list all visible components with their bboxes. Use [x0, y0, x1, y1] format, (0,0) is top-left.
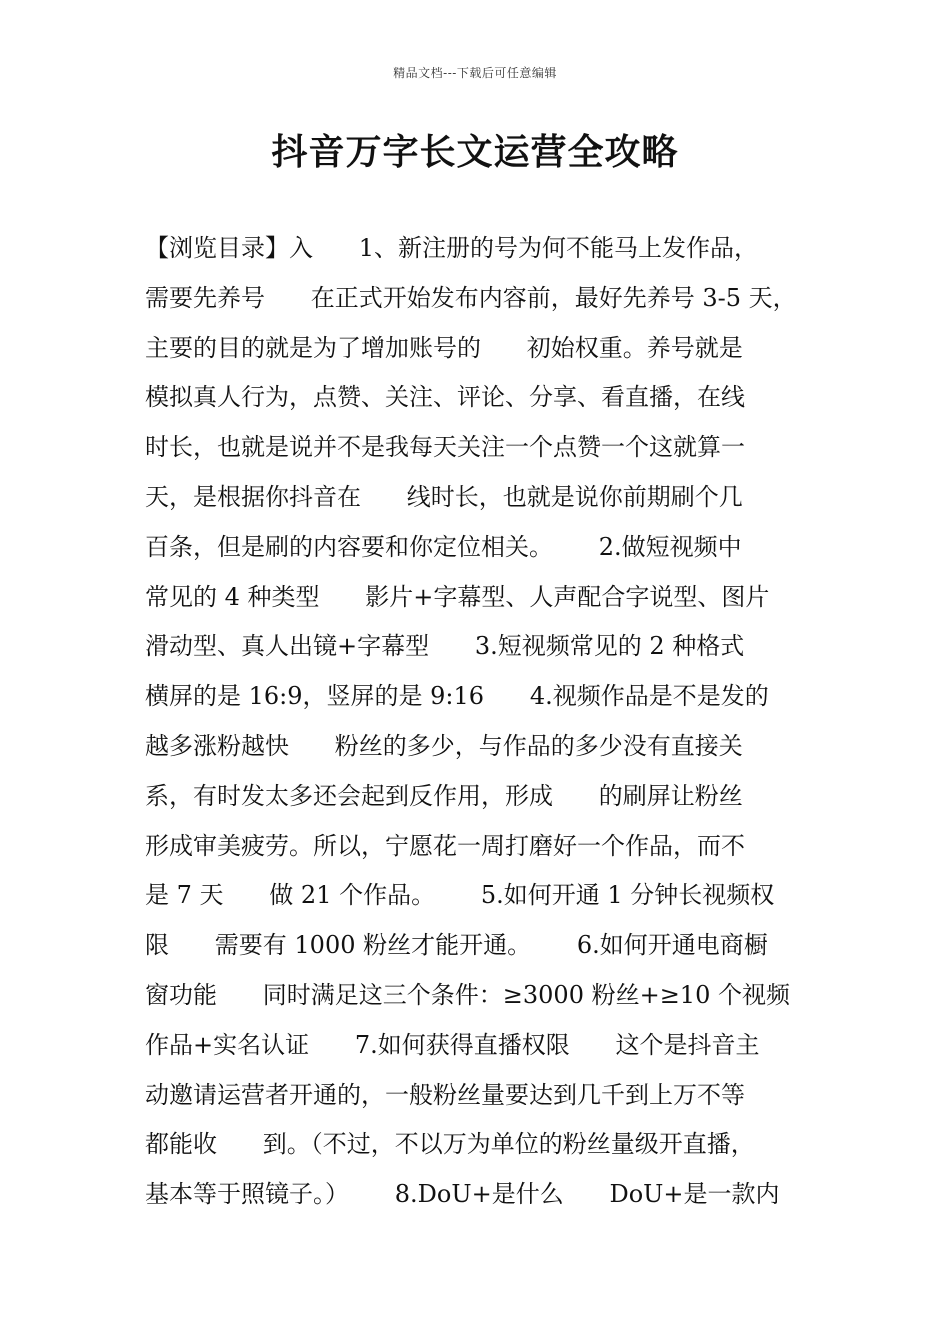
body-line: 模拟真人行为，点赞、关注、评论、分享、看直播，在线 [145, 383, 745, 412]
body-line: 横屏的是 16:9，竖屏的是 9:16 4.视频作品是不是发的 [145, 682, 769, 711]
body-line: 都能收 到。（不过，不以万为单位的粉丝量级开直播， [145, 1130, 755, 1159]
document-title: 抖音万字长文运营全攻略 [271, 131, 679, 173]
body-line: 窗功能 同时满足这三个条件：≥3000 粉丝+≥10 个视频 [145, 980, 790, 1009]
body-line: 动邀请运营者开通的，一般粉丝量要达到几千到上万不等 [145, 1080, 745, 1109]
body-line: 越多涨粉越快 粉丝的多少，与作品的多少没有直接关 [145, 731, 743, 760]
body-line: 【浏览目录】入 1、新注册的号为何不能马上发作品， [145, 234, 759, 262]
body-line: 百条，但是刷的内容要和你定位相关。 2.做短视频中 [145, 532, 742, 561]
body-line: 主要的目的就是为了增加账号的 初始权重。养号就是 [145, 333, 743, 362]
body-line: 常见的 4 种类型 影片+字幕型、人声配合字说型、图片 [145, 582, 770, 611]
page-header: 精品文档---下载后可任意编辑 [393, 66, 557, 80]
body-line: 系，有时发太多还会起到反作用，形成 的刷屏让粉丝 [145, 781, 743, 810]
body-line: 需要先养号 在正式开始发布内容前，最好先养号 3-5 天， [145, 283, 797, 312]
body-line: 时长，也就是说并不是我每天关注一个点赞一个这就算一 [145, 433, 745, 462]
body-line: 滑动型、真人出镜+字幕型 3.短视频常见的 2 种格式 [145, 632, 745, 661]
body-line: 作品+实名认证 7.如何获得直播权限 这个是抖音主 [145, 1030, 760, 1059]
body-line: 限 需要有 1000 粉丝才能开通。 6.如何开通电商橱 [145, 931, 768, 960]
document-body [145, 228, 825, 1224]
body-line: 是 7 天 做 21 个作品。 5.如何开通 1 分钟长视频权 [145, 881, 775, 910]
body-line: 形成审美疲劳。所以，宁愿花一周打磨好一个作品，而不 [145, 831, 745, 860]
body-line: 基本等于照镜子。） 8.DoU+是什么 DoU+是一款内 [145, 1180, 780, 1209]
body-line: 天，是根据你抖音在 线时长，也就是说你前期刷个几 [145, 482, 743, 511]
